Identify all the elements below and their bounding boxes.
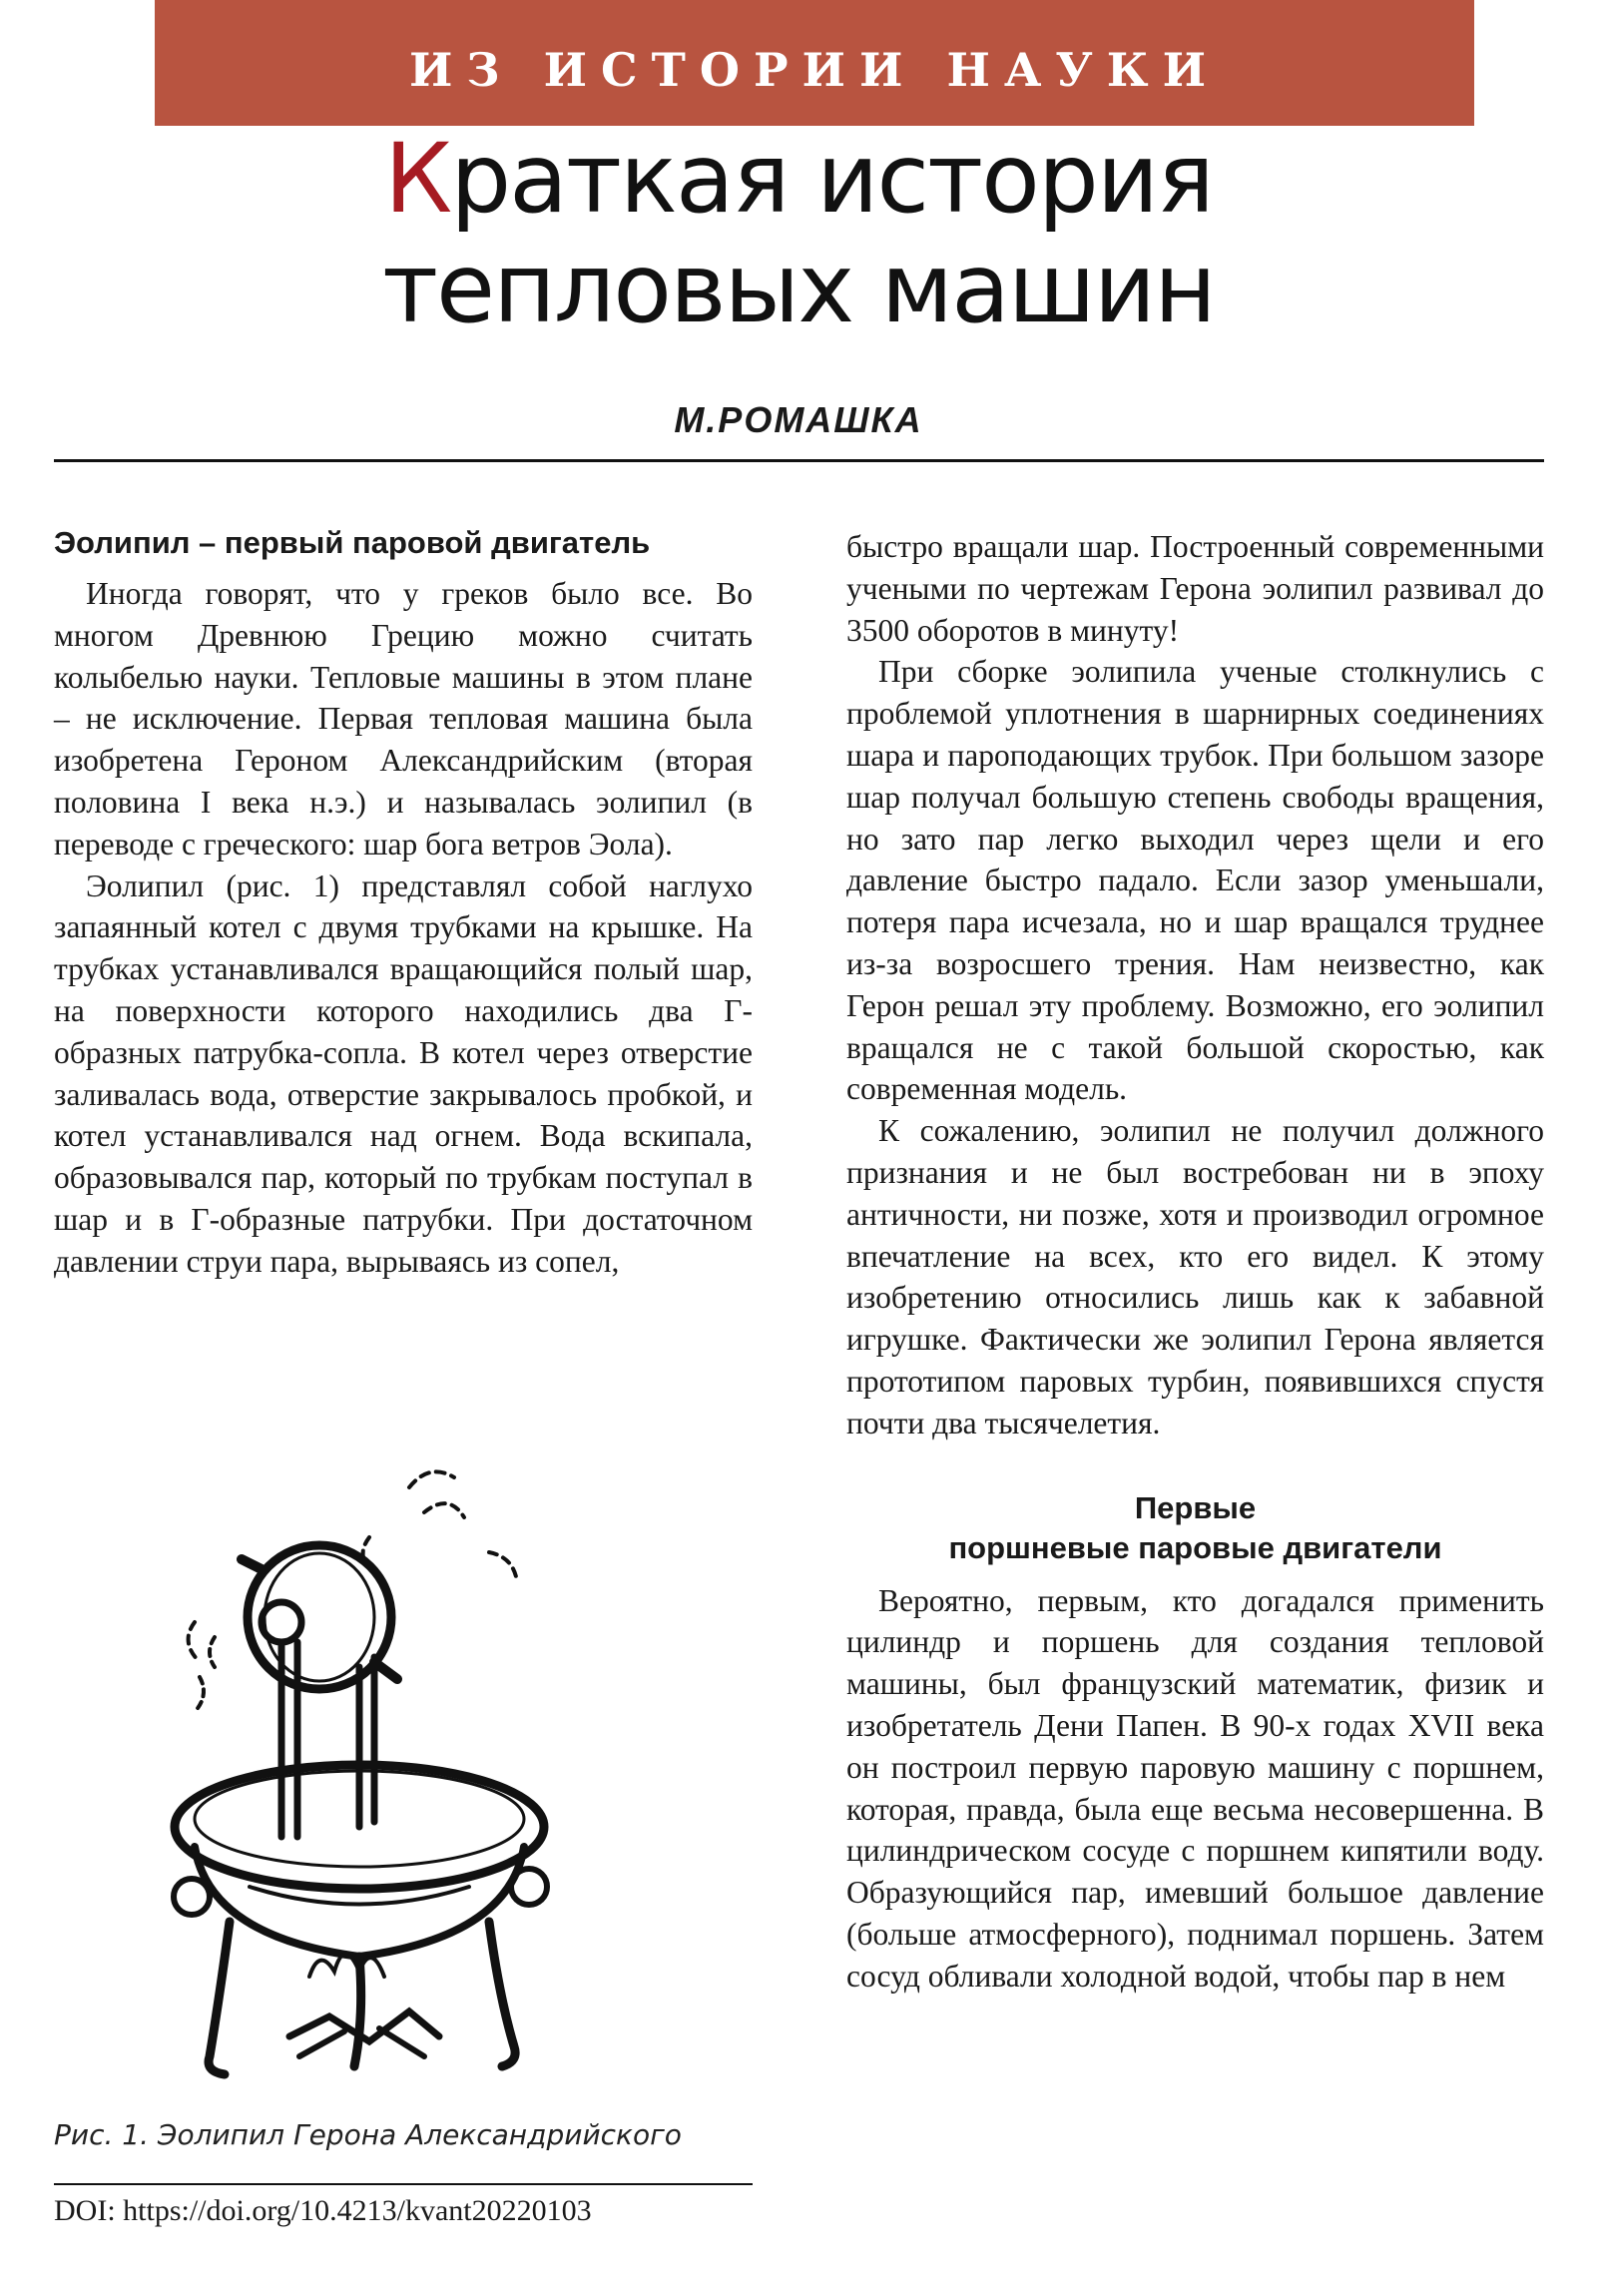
- heading-line1: Первые: [1134, 1489, 1257, 1525]
- right-column: [846, 526, 1544, 1998]
- heading-line2: поршневые паровые двигатели: [948, 1529, 1442, 1565]
- left-column: [54, 523, 753, 1283]
- section-heading-aeolipile: Эолипил – первый паровой двигатель: [54, 525, 651, 560]
- paragraph: Вероятно, первым, кто догадался применить цилиндр и поршень для создания тепловой машины, был французский математик, физик и изобретатель Дени Папен. В 90-х годах XVII века он построил первую паровую машину с поршнем, которая, правда, была еще весьма несовершенна. В цилиндрическом сосуде с поршнем кипятили воду. Образующийся пар, имевший большое давление (больше атмосферного), поднимал поршень. Затем сосуд обливали холодной водой, чтобы пар в нем: [846, 1582, 1544, 1994]
- section-banner: [155, 0, 1474, 126]
- paragraph: быстро вращали шар. Построенный современными учеными по чертежам Герона эолипил развивал до 3500 оборотов в минуту!: [846, 529, 1544, 648]
- title-line2: тепловых машин: [382, 233, 1215, 344]
- figure-caption: Рис. 1. Эолипил Герона Александрийского: [54, 2118, 682, 2151]
- section-heading-piston-engines: [846, 1488, 1544, 1568]
- header-rule: [54, 459, 1544, 462]
- section-label: ИЗ ИСТОРИИ НАУКИ: [408, 43, 1221, 97]
- paragraph: К сожалению, эолипил не получил должного признания и не был востребован ни в эпоху античности, ни позже, хотя и производил огромное впечатление на всех, кто его видел. К этому изобретению относились лишь как к забавной игрушке. Фактически же эолипил Герона является прототипом паровых турбин, появившихся спустя почти два тысячелетия.: [846, 1113, 1544, 1440]
- paragraph: Эолипил (рис. 1) представлял собой наглухо запаянный котел с двумя трубками на крышке. На трубках устанавливался вращающийся полый шар, на поверхности которого находились два Г-образных патрубка-сопла. В котел через отверстие заливалась вода, отверстие закрывалось пробкой, и котел устанавливался над огнем. Вода вскипала, образовывался пар, который по трубкам поступал в шар и в Г-образные патрубки. При достаточном давлении струи пара, вырываясь из сопел,: [54, 867, 753, 1279]
- aeolipile-illustration: [170, 1418, 629, 2096]
- author-name: М.РОМАШКА: [674, 399, 923, 440]
- article-title: [0, 124, 1597, 343]
- title-initial: К: [384, 123, 451, 235]
- doi-link[interactable]: DOI: https://doi.org/10.4213/kvant20220103: [54, 2194, 592, 2227]
- footer-rule: [54, 2183, 753, 2185]
- paragraph: При сборке эолипила ученые столкнулись с проблемой уплотнения в шарнирных соединениях шара и пароподающих трубок. При большом зазоре шар получал большую степень свободы вращения, но зато пар легко выходил через щели и его давление быстро падало. Если зазор уменьшали, потеря пара исчезала, но и шар вращался труднее из-за возросшего трения. Нам неизвестно, как Герон решал эту проблему. Возможно, его эолипил вращался не с такой большой скоростью, как современная модель.: [846, 654, 1544, 1107]
- paragraph: Иногда говорят, что у греков было все. Во многом Древнюю Грецию можно считать колыбелью науки. Тепловые машины в этом плане – не исключение. Первая тепловая машина была изобретена Героном Александрийским (вторая половина I века н.э.) и называлась эолипил (в переводе с греческого: шар бога ветров Эола).: [54, 576, 753, 861]
- title-line1: раткая история: [450, 123, 1213, 235]
